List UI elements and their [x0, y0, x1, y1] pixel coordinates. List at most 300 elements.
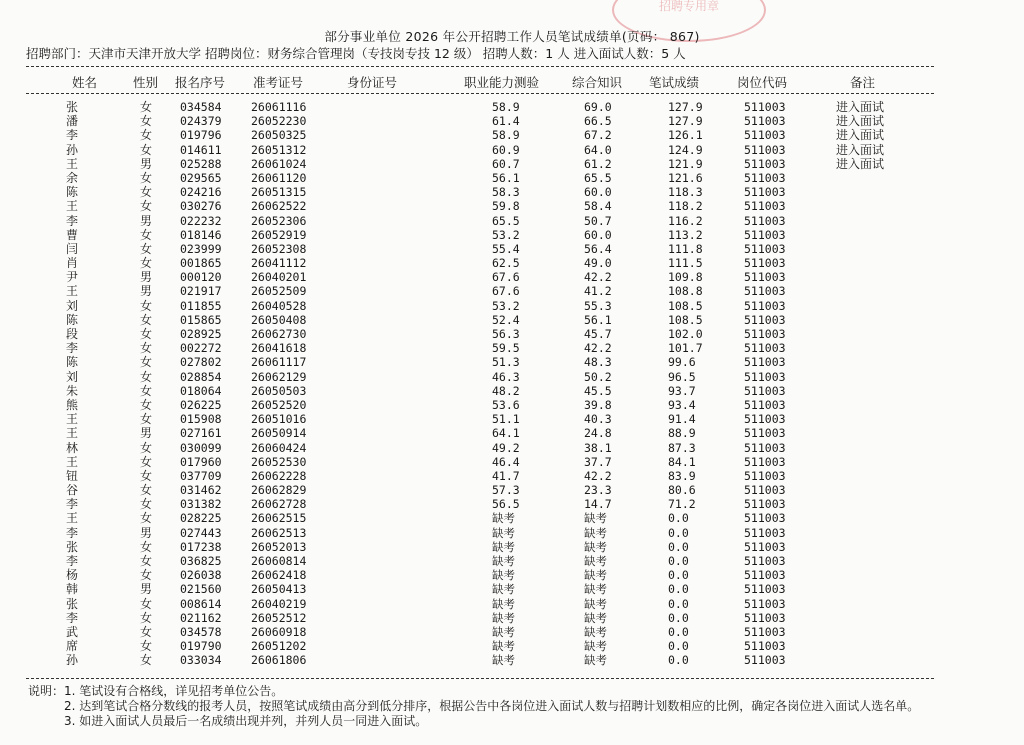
table-row	[0, 143, 1024, 157]
cell-exam-no: 26061116	[251, 100, 307, 114]
cell-remark: 进入面试	[836, 114, 885, 129]
cell-gender: 女	[140, 355, 153, 370]
cell-knowledge: 缺考	[584, 554, 607, 568]
cell-name: 林	[66, 440, 79, 455]
cell-aptitude: 缺考	[492, 539, 515, 554]
cell-aptitude: 58.9	[492, 128, 520, 143]
cell-exam-no: 26062522	[251, 199, 307, 214]
cell-knowledge: 42.2	[584, 341, 612, 356]
cell-reg-no: 031382	[180, 497, 222, 512]
cell-knowledge: 缺考	[584, 568, 607, 583]
header-exam-no: 准考证号	[253, 75, 304, 90]
cell-reg-no: 027161	[180, 426, 222, 441]
cell-name: 韩	[66, 582, 79, 597]
cell-total: 99.6	[668, 355, 696, 370]
cell-exam-no: 26060424	[251, 440, 307, 455]
cell-aptitude: 59.8	[492, 199, 520, 214]
cell-total: 0.0	[668, 525, 689, 540]
cell-knowledge: 50.2	[584, 369, 612, 384]
cell-knowledge: 缺考	[584, 596, 607, 611]
cell-total: 0.0	[668, 653, 689, 668]
cell-exam-no: 26050325	[251, 128, 307, 143]
table-row	[0, 582, 1024, 596]
table-row	[0, 469, 1024, 483]
cell-knowledge: 14.7	[584, 497, 612, 512]
cell-knowledge: 56.4	[584, 241, 612, 256]
cell-aptitude: 缺考	[492, 511, 515, 526]
cell-aptitude: 缺考	[492, 582, 515, 597]
table-row	[0, 455, 1024, 469]
cell-knowledge: 缺考	[584, 511, 607, 526]
cell-reg-no: 028854	[180, 369, 222, 384]
divider-header	[26, 93, 934, 94]
cell-reg-no: 034584	[180, 100, 222, 114]
cell-total: 0.0	[668, 596, 689, 611]
table-row	[0, 653, 1024, 667]
cell-gender: 女	[140, 454, 153, 469]
cell-knowledge: 40.3	[584, 412, 612, 427]
cell-aptitude: 53.2	[492, 227, 520, 242]
cell-name: 王	[66, 412, 79, 427]
cell-aptitude: 67.6	[492, 284, 520, 299]
cell-exam-no: 26052306	[251, 213, 307, 228]
table-row	[0, 199, 1024, 213]
cell-exam-no: 26051202	[251, 639, 307, 654]
cell-total: 0.0	[668, 539, 689, 554]
cell-reg-no: 028225	[180, 511, 222, 526]
table-row	[0, 341, 1024, 355]
cell-name: 李	[66, 525, 79, 540]
cell-post-code: 511003	[744, 440, 786, 455]
cell-aptitude: 缺考	[492, 568, 515, 583]
cell-knowledge: 24.8	[584, 426, 612, 441]
cell-gender: 男	[140, 270, 153, 285]
cell-total: 0.0	[668, 568, 689, 583]
note-3: 3. 如进入面试人员最后一名成绩出现并列，并列人员一同进入面试。	[64, 714, 428, 728]
cell-name: 王	[66, 426, 79, 441]
cell-reg-no: 027802	[180, 355, 222, 370]
cell-knowledge: 64.0	[584, 142, 612, 157]
cell-aptitude: 55.4	[492, 241, 520, 256]
cell-knowledge: 缺考	[584, 624, 607, 639]
cell-total: 118.2	[668, 199, 703, 214]
header-total: 笔试成绩	[649, 75, 700, 90]
cell-exam-no: 26050413	[251, 582, 307, 597]
cell-exam-no: 26061806	[251, 653, 307, 668]
note-2: 2. 达到笔试合格分数线的报考人员，按照笔试成绩由高分到低分排序，根据公告中各岗位进入面试人数与招聘计划数相应的比例，确定各岗位进入面试人选名单。	[64, 699, 920, 713]
cell-knowledge: 缺考	[584, 610, 607, 625]
cell-exam-no: 26051312	[251, 142, 307, 157]
cell-aptitude: 41.7	[492, 468, 520, 483]
cell-knowledge: 缺考	[584, 653, 607, 668]
divider-top	[26, 66, 934, 67]
cell-aptitude: 53.6	[492, 397, 520, 412]
header-aptitude: 职业能力测验	[464, 75, 540, 90]
cell-reg-no: 030276	[180, 199, 222, 214]
cell-reg-no: 017960	[180, 454, 222, 469]
cell-total: 93.4	[668, 397, 696, 412]
cell-gender: 女	[140, 539, 153, 554]
cell-gender: 女	[140, 327, 153, 341]
cell-name: 王	[66, 454, 79, 469]
cell-knowledge: 41.2	[584, 284, 612, 299]
cell-gender: 男	[140, 426, 153, 441]
cell-total: 0.0	[668, 511, 689, 526]
cell-total: 108.5	[668, 312, 703, 327]
cell-aptitude: 51.3	[492, 355, 520, 370]
cell-reg-no: 026038	[180, 568, 222, 583]
cell-reg-no: 027443	[180, 525, 222, 540]
cell-gender: 女	[140, 412, 153, 427]
cell-knowledge: 50.7	[584, 213, 612, 228]
header-reg-no: 报名序号	[175, 75, 226, 90]
table-row	[0, 355, 1024, 369]
cell-knowledge: 38.1	[584, 440, 612, 455]
cell-knowledge: 缺考	[584, 525, 607, 540]
cell-gender: 女	[140, 312, 153, 327]
table-row	[0, 270, 1024, 284]
cell-gender: 男	[140, 213, 153, 228]
cell-gender: 女	[140, 114, 153, 129]
cell-aptitude: 64.1	[492, 426, 520, 441]
cell-post-code: 511003	[744, 525, 786, 540]
cell-gender: 女	[140, 639, 153, 654]
table-row	[0, 100, 1024, 114]
cell-gender: 女	[140, 383, 153, 398]
table-row	[0, 597, 1024, 611]
cell-total: 0.0	[668, 624, 689, 639]
divider-bottom	[26, 678, 934, 679]
cell-exam-no: 26040201	[251, 270, 307, 285]
cell-name: 陈	[66, 312, 79, 327]
cell-post-code: 511003	[744, 256, 786, 271]
notes	[28, 684, 919, 729]
cell-name: 朱	[66, 383, 79, 398]
cell-gender: 女	[140, 341, 153, 356]
cell-reg-no: 034578	[180, 624, 222, 639]
table-row	[0, 185, 1024, 199]
cell-aptitude: 缺考	[492, 610, 515, 625]
cell-total: 0.0	[668, 610, 689, 625]
cell-reg-no: 036825	[180, 554, 222, 568]
header-post-code: 岗位代码	[737, 75, 788, 90]
cell-reg-no: 037709	[180, 468, 222, 483]
cell-aptitude: 缺考	[492, 554, 515, 568]
cell-exam-no: 26062829	[251, 483, 307, 498]
cell-aptitude: 51.1	[492, 412, 520, 427]
cell-name: 段	[66, 327, 79, 341]
cell-post-code: 511003	[744, 327, 786, 341]
cell-post-code: 511003	[744, 596, 786, 611]
cell-remark: 进入面试	[836, 156, 885, 171]
cell-knowledge: 45.5	[584, 383, 612, 398]
header-gender: 性别	[133, 75, 159, 90]
cell-exam-no: 26052919	[251, 227, 307, 242]
cell-aptitude: 53.2	[492, 298, 520, 313]
cell-gender: 女	[140, 440, 153, 455]
cell-name: 王	[66, 199, 79, 214]
cell-reg-no: 021162	[180, 610, 222, 625]
cell-post-code: 511003	[744, 369, 786, 384]
cell-gender: 女	[140, 483, 153, 498]
cell-gender: 女	[140, 497, 153, 512]
cell-gender: 男	[140, 525, 153, 540]
cell-total: 118.3	[668, 185, 703, 200]
cell-total: 109.8	[668, 270, 703, 285]
table-row	[0, 426, 1024, 440]
cell-exam-no: 26050408	[251, 312, 307, 327]
cell-post-code: 511003	[744, 568, 786, 583]
cell-total: 0.0	[668, 554, 689, 568]
cell-reg-no: 030099	[180, 440, 222, 455]
cell-reg-no: 019796	[180, 128, 222, 143]
cell-gender: 女	[140, 653, 153, 668]
cell-aptitude: 57.3	[492, 483, 520, 498]
cell-knowledge: 60.0	[584, 227, 612, 242]
cell-name: 张	[66, 596, 79, 611]
cell-reg-no: 002272	[180, 341, 222, 356]
cell-reg-no: 026225	[180, 397, 222, 412]
cell-total: 101.7	[668, 341, 703, 356]
cell-post-code: 511003	[744, 497, 786, 512]
cell-name: 李	[66, 554, 79, 568]
cell-exam-no: 26060814	[251, 554, 307, 568]
table-row	[0, 483, 1024, 497]
cell-remark: 进入面试	[836, 100, 885, 114]
cell-exam-no: 26062228	[251, 468, 307, 483]
table-row	[0, 242, 1024, 256]
cell-total: 83.9	[668, 468, 696, 483]
table-row	[0, 568, 1024, 582]
cell-post-code: 511003	[744, 128, 786, 143]
cell-exam-no: 26061120	[251, 170, 307, 185]
header-remark: 备注	[850, 75, 876, 90]
cell-name: 杨	[66, 568, 79, 583]
cell-total: 116.2	[668, 213, 703, 228]
cell-post-code: 511003	[744, 412, 786, 427]
cell-knowledge: 39.8	[584, 397, 612, 412]
header-knowledge: 综合知识	[572, 75, 623, 90]
table-row	[0, 554, 1024, 568]
cell-post-code: 511003	[744, 397, 786, 412]
cell-total: 121.6	[668, 170, 703, 185]
cell-name: 曹	[66, 227, 79, 242]
cell-name: 张	[66, 539, 79, 554]
cell-name: 席	[66, 639, 79, 654]
cell-post-code: 511003	[744, 227, 786, 242]
cell-knowledge: 55.3	[584, 298, 612, 313]
cell-aptitude: 60.9	[492, 142, 520, 157]
cell-post-code: 511003	[744, 468, 786, 483]
cell-total: 108.8	[668, 284, 703, 299]
cell-post-code: 511003	[744, 624, 786, 639]
cell-gender: 男	[140, 582, 153, 597]
table-row	[0, 639, 1024, 653]
cell-name: 张	[66, 100, 79, 114]
cell-reg-no: 008614	[180, 596, 222, 611]
cell-post-code: 511003	[744, 554, 786, 568]
cell-total: 126.1	[668, 128, 703, 143]
cell-exam-no: 26062418	[251, 568, 307, 583]
cell-aptitude: 59.5	[492, 341, 520, 356]
cell-post-code: 511003	[744, 426, 786, 441]
cell-post-code: 511003	[744, 142, 786, 157]
cell-exam-no: 26062513	[251, 525, 307, 540]
cell-total: 127.9	[668, 100, 703, 114]
cell-total: 111.5	[668, 256, 703, 271]
cell-aptitude: 缺考	[492, 525, 515, 540]
cell-post-code: 511003	[744, 610, 786, 625]
table-row	[0, 625, 1024, 639]
score-table-body	[0, 100, 1024, 668]
cell-aptitude: 65.5	[492, 213, 520, 228]
cell-knowledge: 60.0	[584, 185, 612, 200]
cell-aptitude: 48.2	[492, 383, 520, 398]
table-row	[0, 497, 1024, 511]
table-row	[0, 228, 1024, 242]
cell-total: 93.7	[668, 383, 696, 398]
table-row	[0, 327, 1024, 341]
cell-exam-no: 26052230	[251, 114, 307, 129]
cell-aptitude: 缺考	[492, 639, 515, 654]
cell-reg-no: 018064	[180, 383, 222, 398]
cell-reg-no: 019790	[180, 639, 222, 654]
cell-aptitude: 缺考	[492, 596, 515, 611]
cell-reg-no: 015908	[180, 412, 222, 427]
cell-reg-no: 024216	[180, 185, 222, 200]
cell-exam-no: 26041618	[251, 341, 307, 356]
cell-exam-no: 26050503	[251, 383, 307, 398]
cell-total: 91.4	[668, 412, 696, 427]
cell-exam-no: 26052013	[251, 539, 307, 554]
cell-reg-no: 031462	[180, 483, 222, 498]
cell-name: 尹	[66, 270, 79, 285]
cell-exam-no: 26040219	[251, 596, 307, 611]
cell-name: 李	[66, 213, 79, 228]
cell-post-code: 511003	[744, 156, 786, 171]
cell-exam-no: 26052530	[251, 454, 307, 469]
cell-exam-no: 26050914	[251, 426, 307, 441]
cell-name: 刘	[66, 369, 79, 384]
cell-gender: 女	[140, 298, 153, 313]
cell-knowledge: 66.5	[584, 114, 612, 129]
cell-aptitude: 60.7	[492, 156, 520, 171]
seal-text: 招聘专用章	[658, 0, 719, 13]
cell-aptitude: 58.9	[492, 100, 520, 114]
table-row	[0, 412, 1024, 426]
table-row	[0, 526, 1024, 540]
table-row	[0, 398, 1024, 412]
cell-reg-no: 024379	[180, 114, 222, 129]
cell-post-code: 511003	[744, 284, 786, 299]
cell-reg-no: 018146	[180, 227, 222, 242]
cell-total: 0.0	[668, 639, 689, 654]
cell-post-code: 511003	[744, 355, 786, 370]
cell-exam-no: 26060918	[251, 624, 307, 639]
cell-reg-no: 021560	[180, 582, 222, 597]
cell-gender: 男	[140, 156, 153, 171]
cell-name: 李	[66, 128, 79, 143]
cell-name: 肖	[66, 256, 79, 271]
cell-total: 84.1	[668, 454, 696, 469]
cell-total: 87.3	[668, 440, 696, 455]
cell-knowledge: 缺考	[584, 639, 607, 654]
table-row	[0, 313, 1024, 327]
cell-post-code: 511003	[744, 114, 786, 129]
header-id-no: 身份证号	[347, 75, 398, 90]
cell-reg-no: 033034	[180, 653, 222, 668]
cell-exam-no: 26051315	[251, 185, 307, 200]
cell-name: 闫	[66, 241, 79, 256]
cell-aptitude: 46.3	[492, 369, 520, 384]
cell-total: 124.9	[668, 142, 703, 157]
cell-knowledge: 23.3	[584, 483, 612, 498]
cell-aptitude: 56.5	[492, 497, 520, 512]
cell-gender: 女	[140, 142, 153, 157]
cell-exam-no: 26062730	[251, 327, 307, 341]
cell-exam-no: 26041112	[251, 256, 307, 271]
cell-gender: 女	[140, 256, 153, 271]
cell-exam-no: 26051016	[251, 412, 307, 427]
cell-gender: 女	[140, 199, 153, 214]
cell-exam-no: 26052520	[251, 397, 307, 412]
cell-total: 127.9	[668, 114, 703, 129]
cell-exam-no: 26062515	[251, 511, 307, 526]
cell-total: 111.8	[668, 241, 703, 256]
cell-post-code: 511003	[744, 539, 786, 554]
cell-gender: 女	[140, 227, 153, 242]
cell-name: 武	[66, 624, 79, 639]
cell-total: 113.2	[668, 227, 703, 242]
cell-name: 王	[66, 156, 79, 171]
cell-knowledge: 缺考	[584, 539, 607, 554]
cell-knowledge: 缺考	[584, 582, 607, 597]
cell-post-code: 511003	[744, 100, 786, 114]
cell-knowledge: 65.5	[584, 170, 612, 185]
cell-gender: 女	[140, 568, 153, 583]
cell-post-code: 511003	[744, 312, 786, 327]
cell-post-code: 511003	[744, 454, 786, 469]
cell-knowledge: 49.0	[584, 256, 612, 271]
cell-name: 王	[66, 511, 79, 526]
cell-aptitude: 49.2	[492, 440, 520, 455]
cell-total: 0.0	[668, 582, 689, 597]
cell-post-code: 511003	[744, 511, 786, 526]
cell-aptitude: 46.4	[492, 454, 520, 469]
cell-reg-no: 023999	[180, 241, 222, 256]
cell-knowledge: 61.2	[584, 156, 612, 171]
cell-knowledge: 42.2	[584, 270, 612, 285]
cell-total: 102.0	[668, 327, 703, 341]
page-title: 部分事业单位 2026 年公开招聘工作人员笔试成绩单(页码： 867)	[324, 29, 700, 44]
cell-name: 孙	[66, 653, 79, 668]
cell-aptitude: 52.4	[492, 312, 520, 327]
table-row	[0, 511, 1024, 525]
cell-exam-no: 26061024	[251, 156, 307, 171]
cell-remark: 进入面试	[836, 142, 885, 157]
cell-name: 陈	[66, 355, 79, 370]
cell-gender: 女	[140, 100, 153, 114]
cell-gender: 女	[140, 397, 153, 412]
cell-aptitude: 56.3	[492, 327, 520, 341]
cell-name: 熊	[66, 397, 79, 412]
cell-gender: 女	[140, 511, 153, 526]
cell-post-code: 511003	[744, 483, 786, 498]
cell-total: 108.5	[668, 298, 703, 313]
table-header	[0, 73, 1024, 89]
header-name: 姓名	[72, 75, 98, 90]
cell-knowledge: 45.7	[584, 327, 612, 341]
